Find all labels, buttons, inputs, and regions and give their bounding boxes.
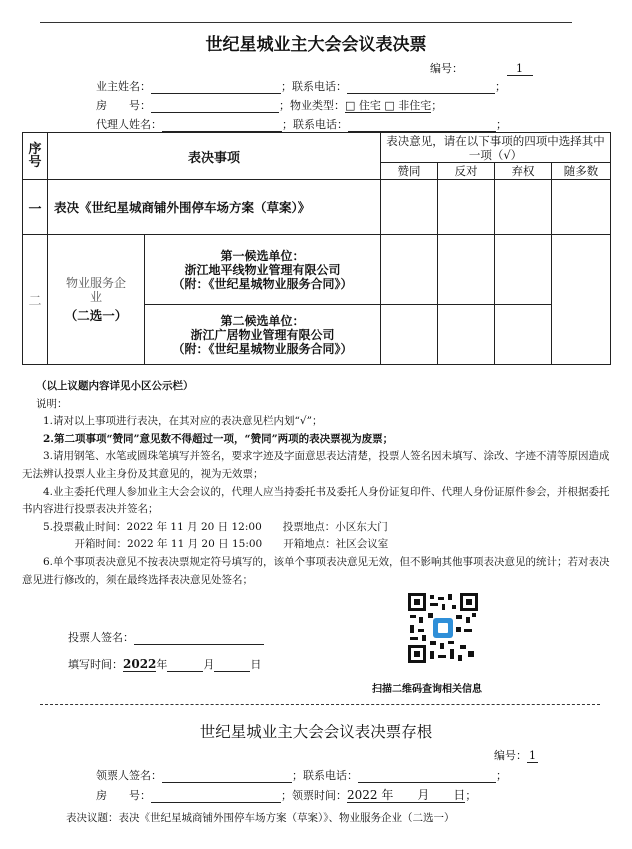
candidate-1-title: 第一候选单位：: [220, 248, 305, 263]
notes-section: [22, 378, 612, 589]
stub-number: [494, 747, 538, 763]
property-type-label: ；物业类型：: [279, 99, 345, 112]
owner-phone-label: ；联系电话：: [281, 80, 347, 93]
note-2: 2.第二项事项“赞同”意见数不得超过一项，“赞同”两项的表决票视为废票；: [43, 432, 394, 445]
stub-receive-time-label: ；领票时间：: [281, 789, 347, 802]
ballot-number: [430, 60, 533, 76]
agent-phone-label: ；联系电话：: [282, 118, 348, 131]
seq-header: 序号: [23, 133, 48, 180]
cand1-oppose-cell[interactable]: [438, 235, 495, 305]
row2-item-choice: （二选一）: [64, 307, 128, 323]
candidate-1-company: 浙江地平线物业管理有限公司: [184, 262, 341, 277]
stub-receiver-label: 领票人签名：: [96, 769, 162, 782]
date-year[interactable]: 2022: [123, 657, 157, 671]
qr-caption: 扫描二维码查询相关信息: [372, 684, 482, 695]
stub-room-field[interactable]: [151, 791, 281, 803]
row1-abstain-cell[interactable]: [495, 180, 552, 235]
stub-phone-label: ；联系电话：: [292, 769, 358, 782]
candidate-2: [145, 305, 381, 365]
opinion-header: 表决意见，请在以下事项的四项中选择其中一项（√）: [381, 133, 611, 163]
separator: ；: [496, 118, 507, 131]
owner-info-row: [96, 78, 506, 94]
date-day-field[interactable]: [214, 660, 250, 672]
candidate-1-contract: （附：《世纪星城物业服务合同》）: [172, 276, 353, 291]
room-info-row: [96, 97, 442, 113]
row2-item-label: 物业服务企业: [65, 275, 126, 304]
date-label: 填写时间：: [68, 658, 123, 671]
agent-info-row: [96, 116, 507, 132]
notes-head: 说明：: [36, 397, 68, 410]
owner-phone-field[interactable]: [347, 82, 495, 94]
stub-receive-time[interactable]: 2022 年 月 日: [347, 788, 466, 802]
candidate-2-contract: （附：《世纪星城物业服务合同》）: [172, 341, 353, 356]
note-4: 4.业主委托代理人参加业主大会会议的，代理人应当持委托书及委托人身份证复印件、代理人身份证原件参会，并根据委托书内容进行投票表决并签名；: [22, 485, 610, 516]
row2-seq: 二: [23, 235, 48, 365]
owner-name-label: 业主姓名：: [96, 80, 151, 93]
cand2-approve-cell[interactable]: [381, 305, 438, 365]
row1-oppose-cell[interactable]: [438, 180, 495, 235]
note-1: 1.请对以上事项进行表决，在其对应的表决意见栏内划“√”；: [43, 415, 323, 428]
stub-number-value: 1: [529, 749, 536, 762]
room-field[interactable]: [151, 101, 279, 113]
year-unit: 年: [156, 658, 168, 671]
voter-sign-row: [68, 629, 264, 645]
cand2-oppose-cell[interactable]: [438, 305, 495, 365]
stub-room-row: [96, 786, 476, 803]
number-label: 编号：: [430, 62, 463, 75]
note-5: 5.投票截止时间：2022 年 11 月 20 日 12:00 投票地点：小区东大门: [43, 520, 388, 533]
stub-items: 表决议题：表决《世纪星城商铺外围停车场方案（草案）》、物业服务企业（二选一）: [66, 812, 455, 824]
agent-phone-field[interactable]: [348, 120, 496, 132]
separator: ；: [431, 99, 443, 112]
qr-code-graphic: [408, 593, 478, 663]
owner-name-field[interactable]: [151, 82, 281, 94]
item-header: 表决事项: [48, 133, 381, 180]
separator: ；: [465, 789, 477, 802]
note-5b: 开箱时间：2022 年 11 月 20 日 15:00 开箱地点：社区会议室: [74, 538, 389, 551]
ballot-title: 世纪星城业主大会会议表决票: [205, 35, 427, 55]
day-unit: 日: [250, 658, 262, 671]
separator: ；: [495, 80, 506, 93]
agent-name-label: 代理人姓名：: [96, 118, 162, 131]
property-type-options[interactable]: □ 住宅 □ 非住宅: [345, 99, 432, 112]
top-rule: [40, 22, 572, 23]
note-6: 6.单个事项表决意见不按表决票规定符号填写的，该单个事项表决意见无效，但不影响其他事项表决意见的统计；若对表决意见进行修改的，须在最终选择表决意见处签名；: [22, 555, 610, 586]
stub-room-label: 房 号：: [96, 789, 151, 802]
cand1-approve-cell[interactable]: [381, 235, 438, 305]
note-3: 3.请用钢笔、水笔或圆珠笔填写并签名，要求字迹及字面意思表达清楚，投票人签名因未填写、涂改、字迹不清等原因造成无法辨认投票人业主身份及其意见的，视为无效票；: [22, 450, 610, 480]
agent-name-field[interactable]: [162, 120, 282, 132]
row2-majority-cell[interactable]: [552, 235, 611, 365]
stub-title: 世纪星城业主大会会议表决票存根: [199, 723, 433, 741]
room-label: 房 号：: [96, 99, 151, 112]
opt-oppose: 反对: [438, 163, 495, 180]
stub-receiver-field[interactable]: [162, 771, 292, 783]
separator: ；: [496, 769, 507, 782]
fill-date-row: [68, 656, 261, 672]
stub-number-label: 编号：: [494, 749, 527, 762]
opt-abstain: 弃权: [495, 163, 552, 180]
row2-item: [48, 235, 145, 365]
row1-majority-cell[interactable]: [552, 180, 611, 235]
stub-phone-field[interactable]: [358, 771, 496, 783]
row1-approve-cell[interactable]: [381, 180, 438, 235]
candidate-2-title: 第二候选单位：: [220, 313, 305, 328]
voter-sign-field[interactable]: [134, 633, 264, 645]
month-unit: 月: [203, 658, 215, 671]
qr-code[interactable]: [408, 593, 478, 663]
stub-receiver-row: [96, 767, 507, 783]
candidate-2-company: 浙江广居物业管理有限公司: [190, 327, 335, 342]
cand2-abstain-cell[interactable]: [495, 305, 552, 365]
number-value: 1: [507, 62, 533, 76]
candidate-1: [145, 235, 381, 305]
row1-item: 表决《世纪星城商铺外围停车场方案（草案）》: [48, 180, 381, 235]
vote-table: [22, 132, 611, 365]
voter-label: 投票人签名：: [68, 631, 134, 644]
cut-line: [40, 704, 600, 705]
date-month-field[interactable]: [167, 660, 203, 672]
opt-majority: 随多数: [552, 163, 611, 180]
row1-seq: 一: [23, 180, 48, 235]
cand1-abstain-cell[interactable]: [495, 235, 552, 305]
notes-ref: （以上议题内容详见小区公示栏）: [36, 380, 194, 392]
opt-approve: 赞同: [381, 163, 438, 180]
